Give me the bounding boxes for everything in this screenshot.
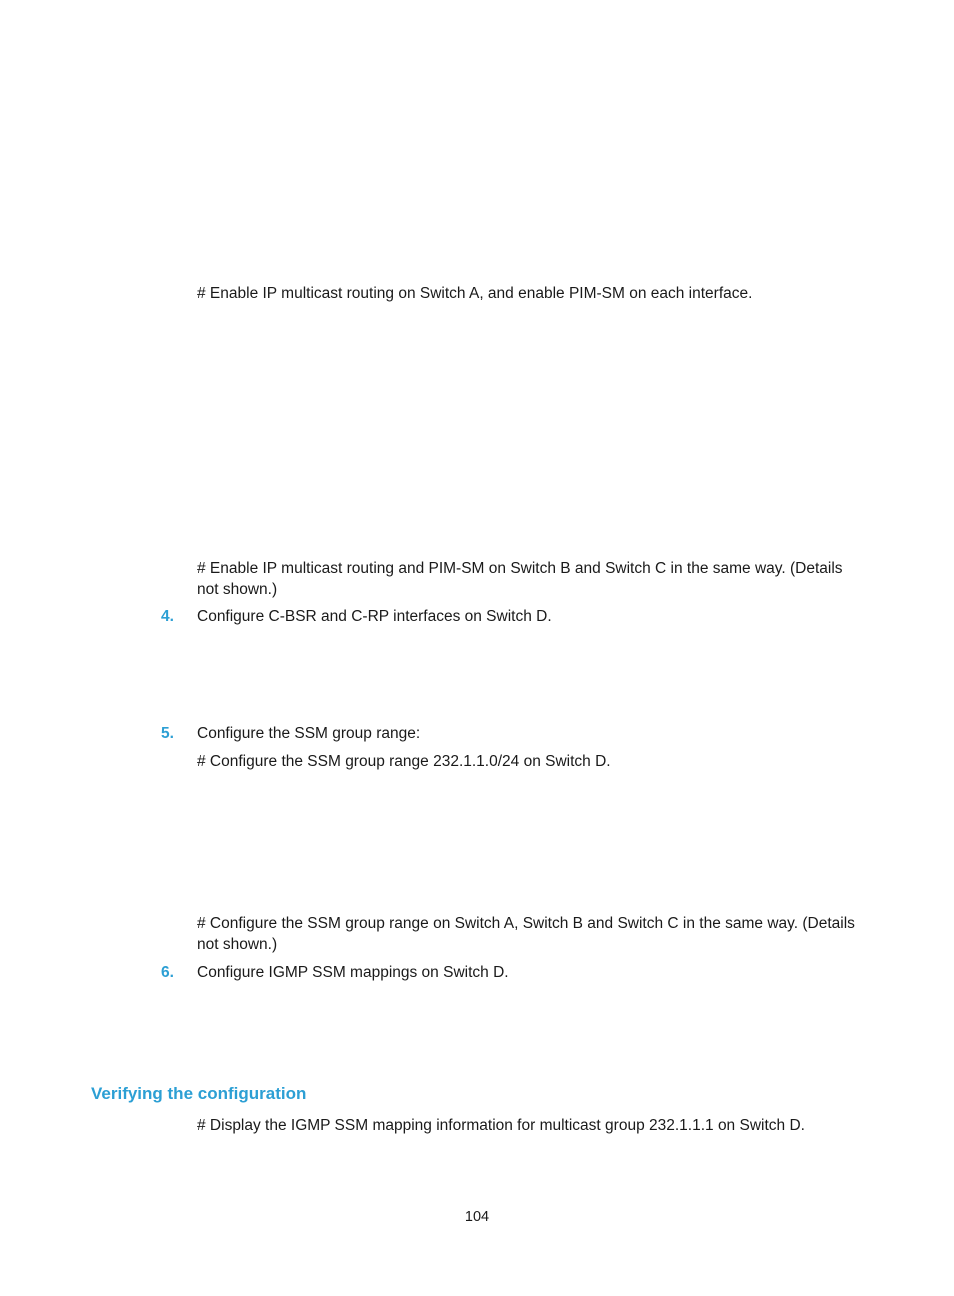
paragraph-ssm-range-switch-d: # Configure the SSM group range 232.1.1.0/24 on Switch D. [197, 753, 611, 770]
paragraph-enable-switch-a: # Enable IP multicast routing on Switch A, and enable PIM-SM on each interface. [197, 285, 753, 302]
step-text-6: Configure IGMP SSM mappings on Switch D. [197, 964, 509, 981]
step-number-5: 5. [161, 725, 174, 742]
step-text-4: Configure C-BSR and C-RP interfaces on Switch D. [197, 608, 552, 625]
step-number-4: 4. [161, 608, 174, 625]
page-number: 104 [464, 1209, 490, 1225]
section-heading-verifying: Verifying the configuration [91, 1084, 307, 1103]
paragraph-ssm-range-switch-abc: # Configure the SSM group range on Switch A, Switch B and Switch C in the same way. (Details not shown.) [197, 915, 855, 953]
step-number-6: 6. [161, 964, 174, 981]
paragraph-display-mapping: # Display the IGMP SSM mapping information for multicast group 232.1.1.1 on Switch D. [197, 1117, 805, 1134]
step-text-5: Configure the SSM group range: [197, 725, 421, 742]
paragraph-enable-switch-b-c: # Enable IP multicast routing and PIM-SM on Switch B and Switch C in the same way. (Details not shown.) [197, 560, 843, 598]
